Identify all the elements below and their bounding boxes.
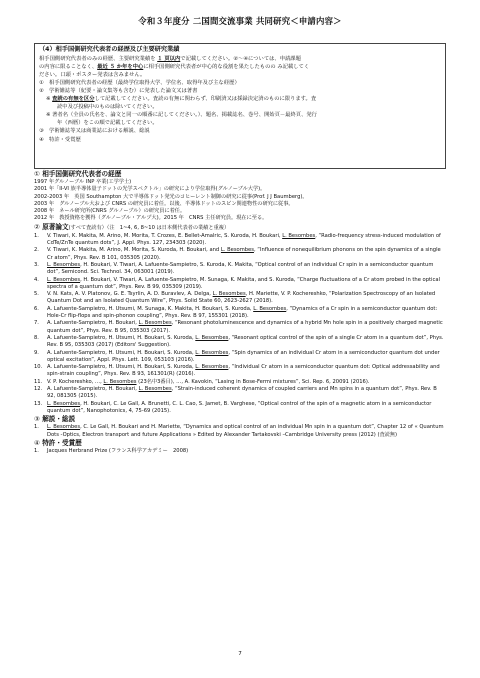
- reference-number: 13.: [34, 400, 43, 407]
- career-line: 2003 年 グルノーブル大および CNRS の研究員に着任。以後、半導体ドットのスピン関連物性の研究に従事。: [34, 200, 294, 207]
- reference-number: 6.: [34, 305, 39, 312]
- reference-item: [34, 247, 446, 262]
- reference-number: 5.: [34, 291, 39, 298]
- reviews-list: [34, 424, 446, 439]
- box-note-1: ※ 査読の有無を区分して記載してください。査読の有無に関わらず、印刷済又は採録決定済のものに限ります。査: [46, 96, 317, 103]
- reference-text: A. Lafuente-Sampietro, H. Boukari, L. Besombes, “Resonant photoluminescence and dynamics of a hybrid Mn hole spin in a positively charged magnetic quantum dot”, Phys. Rev. B 95, 035303 (2017).: [47, 320, 443, 334]
- reference-text: A. Lafuente-Sampietro, H. Utsumi, H. Boukari, S. Kuroda, L. Besombes, “Resonant optical control of the spin of a single Cr atom in a quantum dot”, Phys. Rev. B 95, 035303 (2017) (Editors' Suggestion).: [47, 334, 444, 349]
- reference-text: A. Lafuente-Sampietro, H. Boukari, L. Besombes, “Strain-induced coherent dynamics of coupled carriers and Mn spins in a quantum dot”, Phys. Rev. B 92, 081305 (2015).: [47, 386, 437, 400]
- intro-line-2: の内容に限ることなく、最近 ５ か年を中心に相手国側研究代表者が中心的な役割を果たしたものの み記載してく: [39, 63, 310, 70]
- reference-text: L. Besombes, H. Boukari, V. Tiwari, A. Lafuente-Sampietro, M. Sunaga, K. Makita, and S. Kuroda, “Charge fluctuations of a Cr atom probed in the optical spectra of a quantum dot”, Phys. Rev. B 99, 035309 (2019).: [47, 276, 440, 290]
- reference-item: [34, 291, 446, 306]
- author-highlight: L. Besombes: [220, 247, 254, 254]
- reference-item: [34, 424, 446, 439]
- reference-item: [34, 379, 446, 386]
- reference-text: V. Tiwari, K. Makita, M. Arino, M. Morita, T. Crozes, E. Bellet-Amalric, S. Kuroda, H. Boukari, L. Besombes, “Radio-frequency stress-induced modulation of CdTe/ZnTe quantum dots”, J. Appl. Phys. 127, 234303 (2020).: [47, 232, 441, 247]
- reference-item: [34, 306, 446, 321]
- reference-item: [34, 350, 446, 365]
- box-item-3: ③ 学術雑誌等又は商業誌における解説、総説: [39, 128, 150, 135]
- author-highlight: L. Besombes: [47, 400, 81, 407]
- reference-text: A. Lafuente-Sampietro, H. Utsumi, H. Boukari, S. Kuroda, L. Besombes, “Spin dynamics of an individual Cr atom in a semiconductor quantum dot under optical excitation”, Appl. Phys. Lett. 109, 053103 (2016).: [47, 349, 440, 363]
- page-title: 令和３年度分 二国間交流事業 共同研究＜申請内容＞: [138, 16, 342, 26]
- career-line: 2012 年 教授資格を獲得（グルノーブル・アルプ大)。2015 年 CNRS 主任研究員。現在に至る。: [34, 215, 268, 222]
- reference-item: [34, 364, 446, 379]
- reference-number: 12.: [34, 386, 43, 393]
- box-heading: （4）相手国側研究代表者の経歴及び主要研究業績: [39, 46, 180, 53]
- career-line: 2001 年「II-VI 族半導体量子ドットの光学スペクトル」の研究により学位取得(グルノーブル大学)。: [34, 186, 266, 193]
- section-reviews-heading: ③ 解説・総説: [34, 415, 76, 424]
- author-highlight: L. Besombes: [47, 424, 81, 431]
- content: [34, 170, 446, 455]
- box-note-1-cont: 読中及び投稿中のものは除いてください。: [57, 104, 158, 111]
- reference-number: 9.: [34, 349, 39, 356]
- author-highlight: L. Besombes: [47, 261, 81, 268]
- reference-item: [34, 448, 446, 455]
- reference-item: [34, 262, 446, 277]
- box-item-4: ④ 特許・受賞歴: [39, 136, 81, 143]
- reference-text: A. Lafuente-Sampietro, H. Utsumi, M. Sunaga, K. Makita, H. Boukari, S. Kuroda, L. Besombes, “Dynamics of a Cr spin in a semiconductor quantum dot: Hole-Cr flip-flops and spin-phonon coupling”, Phys. Rev. B 97, 155301 (2018).: [47, 305, 438, 320]
- reference-text: V. P. Kochereshko, …, L. Besombes (23名中3番目), …, A. Kavokin, “Lasing in Bose-Fermi mixtures”, Sci. Rep. 6, 20091 (2016).: [47, 378, 370, 385]
- career-line: 2008 年 ネール研究所(CNRS グルノーブル）の研究員に着任。: [34, 208, 186, 215]
- page-number: 7: [238, 651, 242, 657]
- career-line: 2002-2003 年 英国 Southampton 大で半導体ドット発光のコヒーレント制御の研究に従事(Prof. J J Baumberg)。: [34, 193, 308, 200]
- reference-number: 1.: [34, 424, 39, 431]
- reference-number: 8.: [34, 334, 39, 341]
- author-highlight: L. Besombes: [103, 378, 137, 385]
- reference-text: L. Besombes, H. Boukari, V. Tiwari, A. Lafuente-Sampietro, S. Kuroda, K. Makita, “Optical control of an individual Cr spin in a semiconductor quantum dot”, Semicond. Sci. Technol. 34, 063001 (2019).: [47, 261, 434, 276]
- author-highlight: L. Besombes: [195, 334, 229, 341]
- reference-text: L. Besombes, H. Boukari, C. Le Gall, A. Brunetti, C. L. Cao, S. Jamet, B. Varghese, “Optical control of the spin of a magnetic atom in a semiconductor quantum dot”, Nanophotonics, 4, 75-69 (2015).: [47, 400, 432, 414]
- author-highlight: L. Besombes: [138, 386, 172, 393]
- author-highlight: L. Besombes: [47, 276, 81, 283]
- section-awards-heading: ④ 特許・受賞歴: [34, 438, 82, 447]
- reference-number: 7.: [34, 320, 39, 327]
- reference-item: [34, 386, 446, 401]
- section-papers-heading: ② 原著論文(すべて査読有）（注 1~4, 6, 8~10 は日本側代表者の業績と重複）: [34, 222, 230, 231]
- section-career-heading: ① 相手国側研究代表者の経歴: [34, 170, 122, 178]
- author-highlight: L. Besombes: [138, 320, 172, 327]
- reference-item: [34, 233, 446, 248]
- reference-text: V. Tiwari, K. Makita, M. Arino, M. Morita, S. Kuroda, H. Boukari, and L. Besombes, “Influence of nonequilibrium phonons on the spin dynamics of a single Cr atom”, Phys. Rev. B 101, 035305 (2020).: [47, 247, 441, 261]
- author-highlight: L. Besombes: [195, 364, 229, 371]
- reference-text: A. Lafuente-Sampietro, H. Utsumi, H. Boukari, S. Kuroda, L. Besombes, “Individual Cr atom in a semiconductor quantum dot: Optical addressability and spin-strain coupling”, Phys. Rev. B 93, 161301(R) (2016).: [47, 364, 440, 378]
- career-list: [34, 179, 446, 223]
- box-item-1: ① 相手国側研究代表者の経歴（最終学位取得大学、学位名、取得年及び主な経歴）: [39, 79, 240, 86]
- reference-number: 10.: [34, 364, 43, 371]
- instruction-box: [34, 43, 446, 169]
- intro-line-1: 相手国側研究代表者のみの経歴、主要研究業績を １ 頁以内で記載してください。②～④については、申請課題: [39, 55, 301, 62]
- reference-number: 4.: [34, 276, 39, 283]
- box-note-2-cont: 年（西暦）をこの順で記載してください。: [57, 120, 158, 127]
- reference-item: [34, 401, 446, 416]
- author-highlight: L. Besombes: [253, 305, 287, 312]
- reference-item: [34, 277, 446, 292]
- reference-item: [34, 335, 446, 350]
- career-line: 1997 年グルノーブル INP 卒業(工学学士): [34, 179, 132, 185]
- reference-text: L. Besombes, C. Le Gall, H. Boukari and H. Mariette, “Dynamics and optical control of an individual Mn spin in a quantum dot”, Chapter 12 of « Quantum Dots -Optics, Electron transport and future Applications » Edited by Alexander Tartakovski –Cambridge University press (2012) (査読無): [47, 424, 444, 438]
- papers-list: [34, 233, 446, 415]
- reference-number: 1.: [34, 447, 39, 454]
- box-item-2: ② 学術雑誌等（紀要・論文集等も含む）に発表した論文又は著書: [39, 87, 198, 94]
- author-highlight: L. Besombes: [282, 232, 316, 239]
- reference-text: Jacques Herbrand Prize (フランス科学アカデミー 2008): [47, 447, 189, 454]
- awards-list: [34, 448, 446, 455]
- reference-text: V. N. Kats, A. V. Platonov, G. E. Tsyrlin, A. D. Buravlev, A. Delga, L. Besombes, H. Mariette, V. P. Kochereshko, “Polarization Spectroscopy of an Isolated Quantum Dot and an Isolated Quantum Wire”, Phys. Solid State 60, 2623-2627 (2018).: [47, 291, 436, 305]
- reference-number: 1.: [34, 232, 39, 239]
- intro-line-3: ださい。口頭・ポスター発表は含みません。: [39, 71, 146, 78]
- reference-item: [34, 320, 446, 335]
- reference-number: 11.: [34, 378, 43, 385]
- reference-number: 2.: [34, 247, 39, 254]
- reference-number: 3.: [34, 261, 39, 268]
- box-note-2: ※ 著者名（全員の氏名を、論文と同一の順番に記してください。）、題名、掲載誌名、巻号、開始頁－最終頁、発行: [46, 112, 317, 119]
- author-highlight: L. Besombes: [212, 291, 246, 298]
- author-highlight: L. Besombes: [195, 349, 229, 356]
